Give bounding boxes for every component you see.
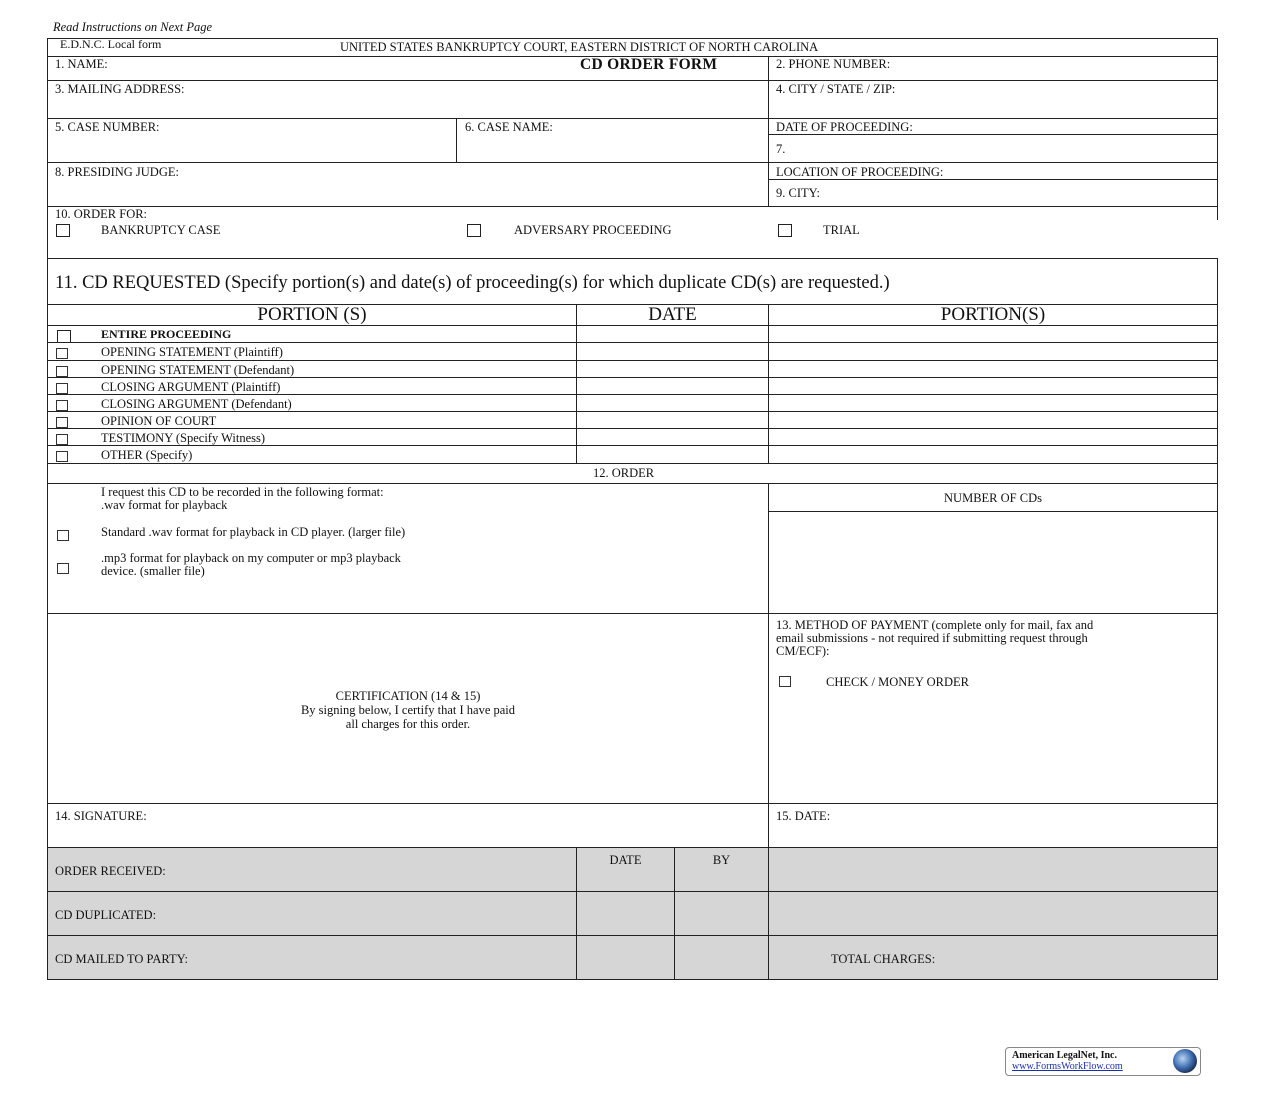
mp3-format-label-line1: .mp3 format for playback on my computer or mp3 playback [101, 551, 401, 565]
cd-duplicated-label: CD DUPLICATED: [55, 908, 157, 922]
read-instructions-note: Read Instructions on Next Page [53, 20, 212, 34]
signature-date-field[interactable]: 15. DATE: [776, 809, 831, 823]
cd-mailed-to-party-label: CD MAILED TO PARTY: [55, 952, 188, 966]
mp3-format-label-line2: device. (smaller file) [101, 564, 205, 578]
logo-url-link[interactable]: www.FormsWorkFlow.com [1012, 1061, 1123, 1072]
other-checkbox[interactable] [56, 451, 68, 462]
form-border-right-bottom [1217, 258, 1218, 980]
divider [576, 304, 577, 463]
divider [47, 483, 1218, 484]
divider [768, 134, 1218, 135]
form-border-left [47, 38, 48, 980]
city-state-zip-field[interactable]: 4. CITY / STATE / ZIP: [776, 82, 896, 96]
divider [47, 891, 1218, 892]
format-intro-line1: I request this CD to be recorded in the following format: [101, 485, 384, 499]
globe-icon [1173, 1049, 1197, 1073]
form-border-right-top [1217, 38, 1218, 220]
divider [47, 847, 1218, 848]
bankruptcy-case-label: BANKRUPTCY CASE [101, 223, 221, 237]
check-money-order-label: CHECK / MONEY ORDER [826, 675, 969, 689]
city-field[interactable]: 9. CITY: [776, 186, 820, 200]
opening-statement-plaintiff-checkbox[interactable] [56, 348, 68, 359]
presiding-judge-field[interactable]: 8. PRESIDING JUDGE: [55, 165, 179, 179]
bankruptcy-case-checkbox[interactable] [56, 224, 70, 237]
divider [768, 56, 769, 206]
trial-checkbox[interactable] [778, 224, 792, 237]
format-intro-line2: .wav format for playback [101, 498, 228, 512]
total-charges-label: TOTAL CHARGES: [831, 952, 936, 966]
divider [47, 445, 1218, 446]
divider [47, 206, 1218, 207]
court-name: UNITED STATES BANKRUPTCY COURT, EASTERN DISTRICT OF NORTH CAROLINA [340, 40, 819, 54]
testimony-label: TESTIMONY (Specify Witness) [101, 431, 266, 445]
divider [47, 935, 1218, 936]
opening-statement-defendant-label: OPENING STATEMENT (Defendant) [101, 363, 295, 377]
number-of-cds-field[interactable] [770, 513, 1216, 611]
payment-title-line1: 13. METHOD OF PAYMENT (complete only for mail, fax and [776, 618, 1094, 632]
divider [47, 803, 1218, 804]
order-received-label: ORDER RECEIVED: [55, 864, 166, 878]
divider [47, 428, 1218, 429]
location-of-proceeding-label: LOCATION OF PROCEEDING: [776, 165, 944, 179]
divider [47, 258, 1218, 259]
opening-statement-defendant-checkbox[interactable] [56, 366, 68, 377]
office-date-header: DATE [609, 853, 642, 867]
divider [47, 360, 1218, 361]
closing-argument-plaintiff-label: CLOSING ARGUMENT (Plaintiff) [101, 380, 281, 394]
american-legalnet-logo[interactable] [1005, 1047, 1201, 1076]
divider [768, 179, 1218, 180]
divider [47, 38, 1218, 39]
divider [47, 394, 1218, 395]
logo-company-name: American LegalNet, Inc. [1012, 1050, 1117, 1061]
divider [47, 118, 1218, 119]
form-title: CD ORDER FORM [580, 56, 718, 73]
mp3-format-checkbox[interactable] [57, 563, 69, 574]
case-name-field[interactable]: 6. CASE NAME: [465, 120, 553, 134]
certification-text-line2: all charges for this order. [345, 717, 471, 731]
closing-argument-plaintiff-checkbox[interactable] [56, 383, 68, 394]
order-section-title: 12. ORDER [593, 466, 655, 480]
mailing-address-field[interactable]: 3. MAILING ADDRESS: [55, 82, 185, 96]
phone-field[interactable]: 2. PHONE NUMBER: [776, 57, 891, 71]
divider [768, 511, 1218, 512]
divider [47, 463, 1218, 464]
cd-requested-title: 11. CD REQUESTED (Specify portion(s) and date(s) of proceeding(s) for which duplicate CD(s) are requested.) [55, 273, 890, 293]
divider [47, 377, 1218, 378]
portion-2-column-header: PORTION(S) [940, 304, 1046, 325]
date-column-header: DATE [648, 304, 697, 325]
certification-text-line1: By signing below, I certify that I have paid [300, 703, 516, 717]
check-money-order-checkbox[interactable] [779, 676, 791, 687]
case-number-field[interactable]: 5. CASE NUMBER: [55, 120, 160, 134]
portion-column-header: PORTION (S) [257, 304, 367, 325]
opinion-of-court-label: OPINION OF COURT [101, 414, 217, 428]
divider [47, 342, 1218, 343]
trial-label: TRIAL [823, 223, 860, 237]
local-form-label: E.D.N.C. Local form [60, 37, 162, 51]
closing-argument-defendant-checkbox[interactable] [56, 400, 68, 411]
divider [768, 304, 769, 463]
adversary-proceeding-checkbox[interactable] [467, 224, 481, 237]
payment-title-line2: email submissions - not required if submitting request through [776, 631, 1088, 645]
wav-format-checkbox[interactable] [57, 530, 69, 541]
number-of-cds-label: NUMBER OF CDs [944, 491, 1042, 505]
divider [47, 80, 1218, 81]
date-of-proceeding-label: DATE OF PROCEEDING: [776, 120, 913, 134]
divider [47, 162, 1218, 163]
signature-field[interactable]: 14. SIGNATURE: [55, 809, 147, 823]
divider [47, 613, 1218, 614]
order-for-label: 10. ORDER FOR: [55, 207, 148, 221]
payment-title-line3: CM/ECF): [776, 644, 830, 658]
testimony-checkbox[interactable] [56, 434, 68, 445]
entire-proceeding-label: ENTIRE PROCEEDING [101, 327, 232, 341]
divider [456, 118, 457, 162]
date-of-proceeding-field[interactable]: 7. [776, 142, 786, 156]
wav-format-label: Standard .wav format for playback in CD player. (larger file) [101, 525, 406, 539]
opinion-of-court-checkbox[interactable] [56, 417, 68, 428]
office-use-area [48, 848, 1217, 980]
divider [768, 847, 769, 980]
certification-title: CERTIFICATION (14 & 15) [335, 689, 481, 703]
other-label: OTHER (Specify) [101, 448, 193, 462]
closing-argument-defendant-label: CLOSING ARGUMENT (Defendant) [101, 397, 292, 411]
divider [768, 483, 769, 848]
opening-statement-plaintiff-label: OPENING STATEMENT (Plaintiff) [101, 345, 283, 359]
adversary-proceeding-label: ADVERSARY PROCEEDING [514, 223, 672, 237]
entire-proceeding-checkbox[interactable] [57, 330, 71, 343]
divider [47, 979, 1218, 980]
divider [47, 411, 1218, 412]
name-field[interactable]: 1. NAME: [55, 57, 108, 71]
divider [47, 208, 48, 258]
office-by-header: BY [712, 853, 731, 867]
